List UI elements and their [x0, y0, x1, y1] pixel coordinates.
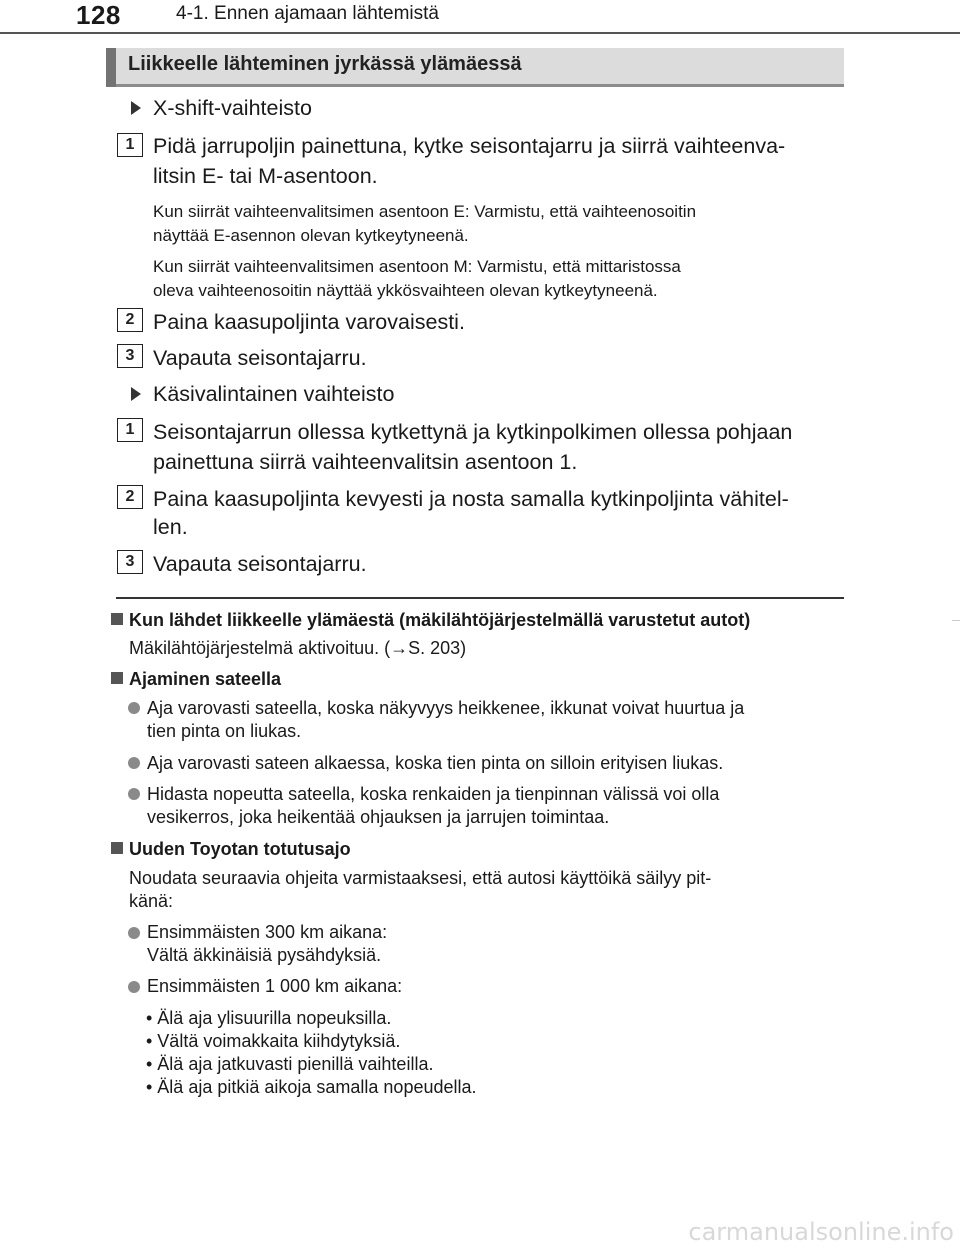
square-bullet-icon [111, 613, 123, 625]
square-bullet-icon [111, 672, 123, 684]
manual-step1-line2: painettuna siirrä vaihteenvalitsin asentoon 1. [153, 450, 578, 474]
triangle-marker-icon [131, 101, 141, 115]
bullet-text: tien pinta on liukas. [147, 721, 302, 741]
xshift-step1-line2: litsin E- tai M-asentoon. [153, 164, 378, 188]
xshift-step3: Vapauta seisontajarru. [153, 346, 367, 370]
watermark: carmanualsonline.info [688, 1218, 954, 1246]
note-heading-break-in [111, 837, 351, 861]
note-heading-text: Ajaminen sateella [129, 669, 282, 689]
round-bullet-icon [128, 702, 140, 714]
note-text: känä: [129, 891, 174, 911]
square-bullet-icon [111, 842, 123, 854]
page-number: 128 [76, 0, 121, 30]
bullet-text: Aja varovasti sateella, koska näkyvyys heikkenee, ikkunat voivat huurtua ja [147, 698, 745, 718]
step-number: 1 [125, 421, 135, 438]
manual-step3: Vapauta seisontajarru. [153, 552, 367, 576]
header-rule [0, 32, 960, 34]
xshift-step2: Paina kaasupoljinta varovaisesti. [153, 310, 465, 334]
section-divider [116, 597, 844, 599]
sub-bullet-item: • Vältä voimakkaita kiihdytyksiä. [146, 1031, 401, 1051]
step-number: 2 [125, 488, 135, 505]
bullet-text: Aja varovasti sateen alkaessa, koska tien pinta on silloin erityisen liukas. [147, 753, 724, 773]
bullet-text: Ensimmäisten 1 000 km aikana: [147, 976, 403, 996]
chapter-title: 4-1. Ennen ajamaan lähtemistä [176, 3, 439, 24]
section-heading-bar [106, 48, 116, 87]
step-number: 3 [125, 347, 135, 364]
note-heading-text: Kun lähdet liikkeelle ylämäestä (mäkilähtöjärjestelmällä varustetut autot) [129, 610, 751, 630]
xshift-heading: X-shift-vaihteisto [153, 96, 312, 120]
step-number-box [117, 485, 143, 509]
xshift-note1-line1: Kun siirrät vaihteenvalitsimen asentoon E: Varmistu, että vaihteenosoitin [153, 202, 697, 221]
note-heading-rain [111, 667, 281, 691]
xshift-note2-line2: oleva vaihteenosoitin näyttää ykkösvaihteen olevan kytkeytyneenä. [153, 281, 658, 300]
manual-heading: Käsivalintainen vaihteisto [153, 382, 395, 406]
triangle-marker-icon [131, 387, 141, 401]
sub-bullet-item: • Älä aja pitkiä aikoja samalla nopeudella. [146, 1077, 477, 1097]
xshift-note2-line1: Kun siirrät vaihteenvalitsimen asentoon M: Varmistu, että mittaristossa [153, 257, 681, 276]
sub-bullet-item: • Älä aja jatkuvasti pienillä vaihteilla. [146, 1054, 434, 1074]
step-number-box [117, 550, 143, 574]
xshift-note1-line2: näyttää E-asennon olevan kytkeytyneenä. [153, 226, 469, 245]
round-bullet-icon [128, 788, 140, 800]
note-heading-text: Uuden Toyotan totutusajo [129, 839, 351, 859]
step-number: 3 [125, 553, 135, 570]
bullet-text: Ensimmäisten 300 km aikana: [147, 922, 388, 942]
manual-step1-line1: Seisontajarrun ollessa kytkettynä ja kytkinpolkimen ollessa pohjaan [153, 420, 793, 444]
section-heading-box [106, 48, 844, 87]
bullet-text: Hidasta nopeutta sateella, koska renkaiden ja tienpinnan välissä voi olla [147, 784, 720, 804]
step-number-box [117, 133, 143, 157]
note-text: Noudata seuraavia ohjeita varmistaaksesi, että autosi käyttöikä säilyy pit- [129, 868, 712, 888]
manual-step2-line1: Paina kaasupoljinta kevyesti ja nosta samalla kytkinpoljinta vähitel- [153, 487, 789, 511]
round-bullet-icon [128, 757, 140, 769]
xshift-step1-line1: Pidä jarrupoljin painettuna, kytke seisontajarru ja siirrä vaihteenva- [153, 134, 786, 158]
sub-bullet-item: • Älä aja ylisuurilla nopeuksilla. [146, 1008, 392, 1028]
round-bullet-icon [128, 927, 140, 939]
note-heading-hill-start [111, 608, 750, 632]
section-heading-title: Liikkeelle lähteminen jyrkässä ylämäessä [128, 53, 522, 75]
step-number: 2 [125, 311, 135, 328]
step-number: 1 [125, 136, 135, 153]
note-text: Mäkilähtöjärjestelmä aktivoituu. (→S. 203) [129, 638, 467, 658]
bullet-text: vesikerros, joka heikentää ohjauksen ja jarrujen toimintaa. [147, 807, 610, 827]
bullet-text: Vältä äkkinäisiä pysähdyksiä. [147, 945, 382, 965]
edge-mark [952, 620, 960, 621]
round-bullet-icon [128, 981, 140, 993]
step-number-box [117, 418, 143, 442]
manual-step2-line2: len. [153, 515, 188, 539]
step-number-box [117, 308, 143, 332]
step-number-box [117, 344, 143, 368]
